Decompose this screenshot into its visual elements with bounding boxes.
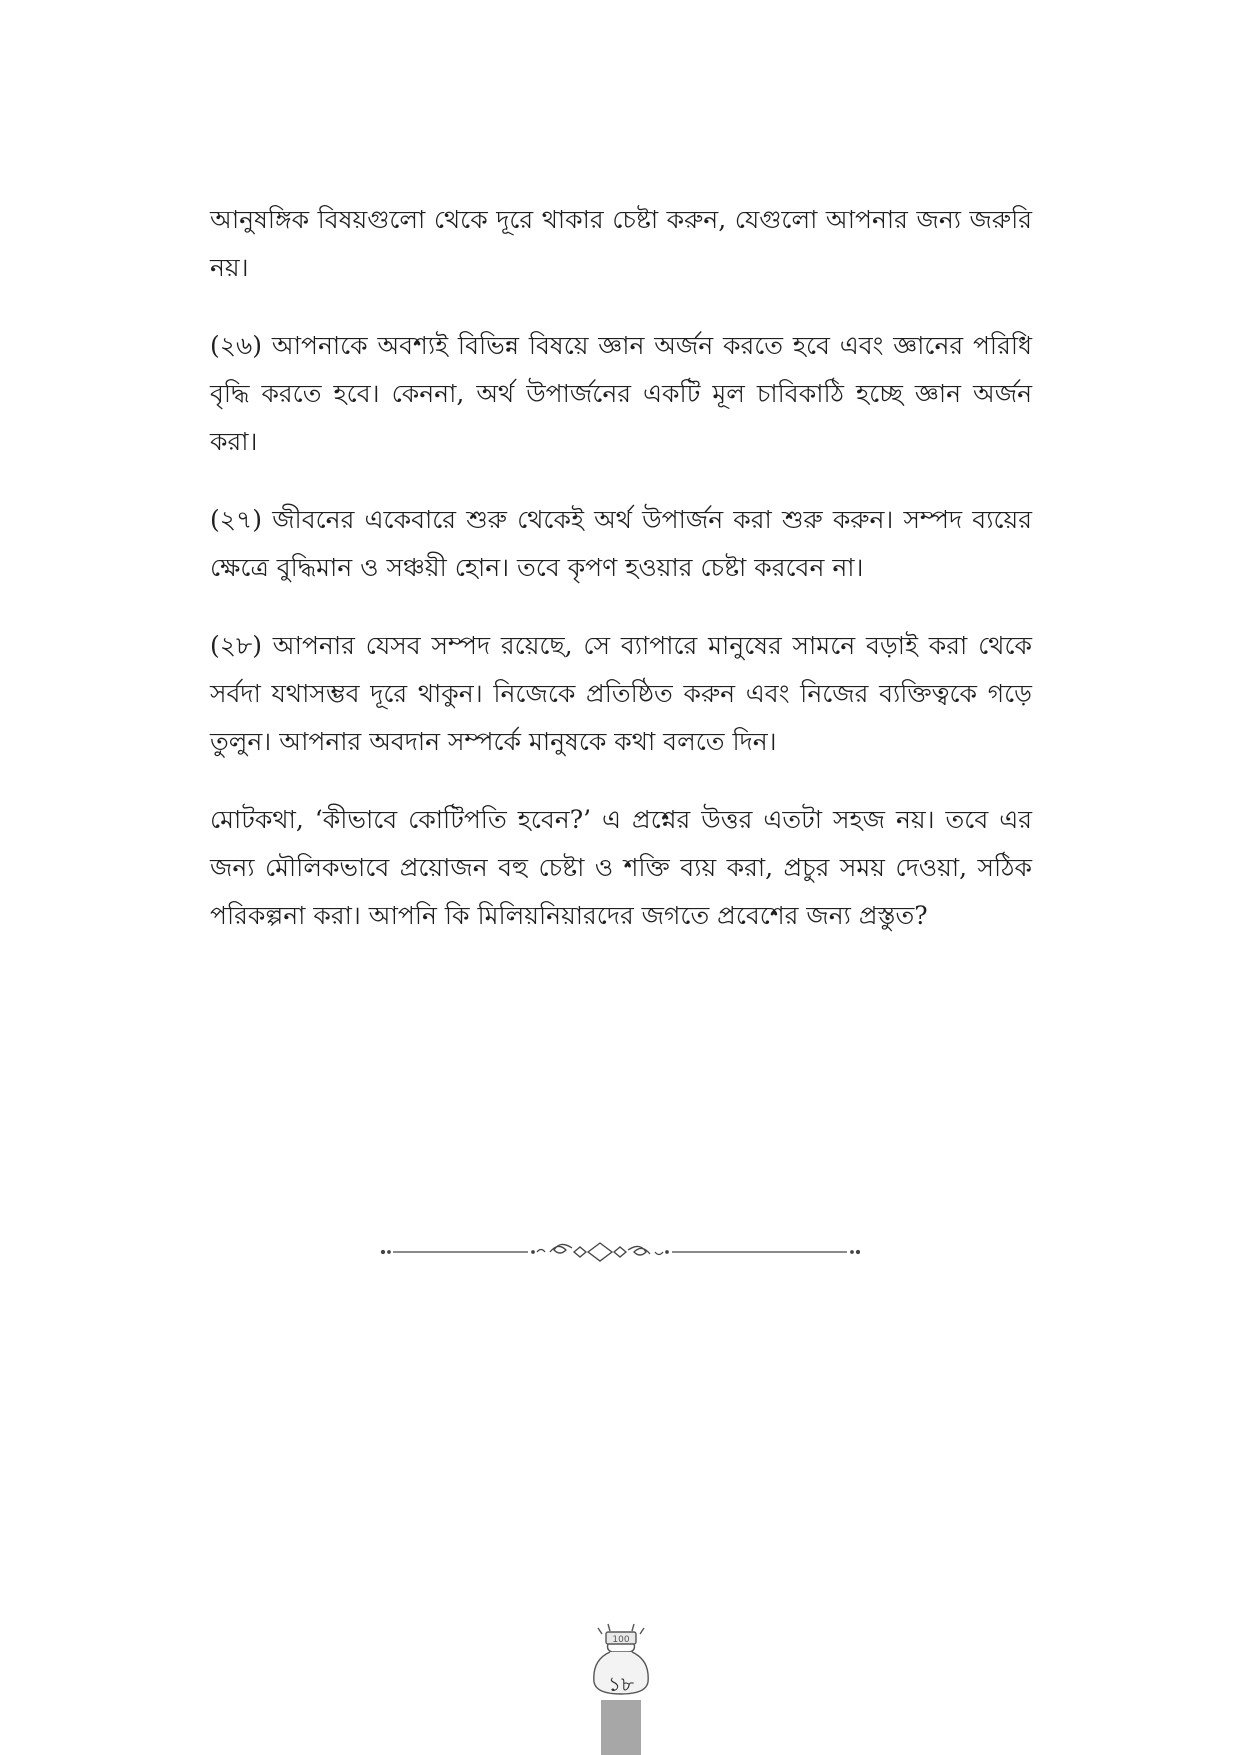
- paragraph-conclusion: মোটকথা, ‘কীভাবে কোটিপতি হবেন?’ এ প্রশ্নের উত্তর এতটা সহজ নয়। তবে এর জন্য মৌলিকভাবে প্রয়োজন বহু চেষ্টা ও শক্তি ব্যয় করা, প্রচুর সময় দেওয়া, সঠিক পরিকল্পনা করা। আপনি কি মিলিয়নিয়ারদের জগতে প্রবেশের জন্য প্রস্তুত?: [210, 805, 1032, 930]
- page-body: [210, 196, 1032, 970]
- svg-text:100: 100: [612, 1635, 630, 1645]
- footer-bar: [601, 1700, 641, 1755]
- paragraph-28: (২৮) আপনার যেসব সম্পদ রয়েছে, সে ব্যাপারে মানুষের সামনে বড়াই করা থেকে সর্বদা যথাসম্ভব দূরে থাকুন। নিজেকে প্রতিষ্ঠিত করুন এবং নিজের ব্যক্তিত্বকে গড়ে তুলুন। আপনার অবদান সম্পর্কে মানুষকে কথা বলতে দিন।: [210, 631, 1032, 756]
- paragraph-intro: আনুষঙ্গিক বিষয়গুলো থেকে দূরে থাকার চেষ্টা করুন, যেগুলো আপনার জন্য জরুরি নয়।: [210, 205, 1032, 282]
- paragraph-27: (২৭) জীবনের একেবারে শুরু থেকেই অর্থ উপার্জন করা শুরু করুন। সম্পদ ব্যয়ের ক্ষেত্রে বুদ্ধিমান ও সঞ্চয়ী হোন। তবে কৃপণ হওয়ার চেষ্টা করবেন না।: [210, 505, 1032, 582]
- page-number: ১৮: [608, 1672, 634, 1696]
- ornamental-divider-icon: [380, 1240, 860, 1264]
- paragraph-26: (২৬) আপনাকে অবশ্যই বিভিন্ন বিষয়ে জ্ঞান অর্জন করতে হবে এবং জ্ঞানের পরিধি বৃদ্ধি করতে হবে। কেননা, অর্থ উপার্জনের একটি মূল চাবিকাঠি হচ্ছে জ্ঞান অর্জন করা।: [210, 331, 1032, 456]
